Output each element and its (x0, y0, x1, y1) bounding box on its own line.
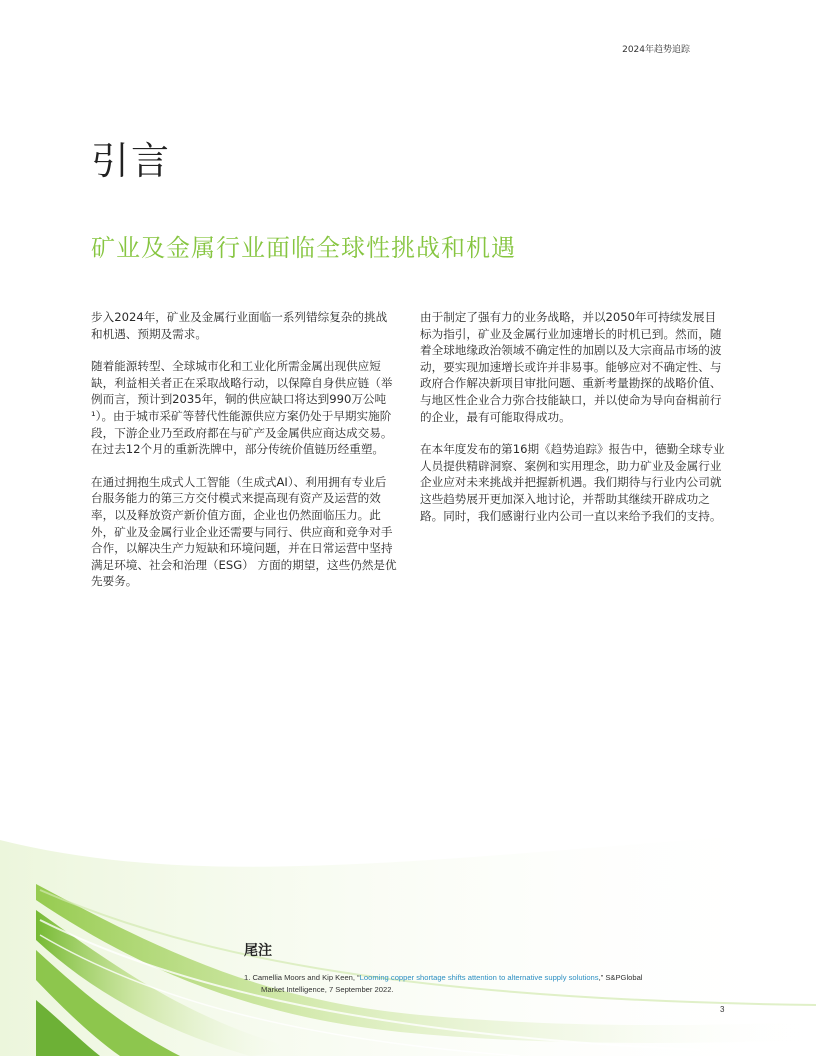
running-header: 2024年趋势追踪 (622, 45, 690, 55)
paragraph: 步入2024年，矿业及金属行业面临一系列错综复杂的挑战和机遇、预期及需求。 (91, 310, 388, 341)
paragraph: 在通过拥抱生成式人工智能（生成式AI）、利用拥有专业后台服务能力的第三方交付模式来提高现有资产及运营的效率，以及释放资产新价值方面，企业也仍然面临压力。此外，矿业及金属行业企业还需要与同行、供应商和竞争对手合作，以解决生产力短缺和环境问题，并在日常运营中坚持满足环境、社会和治理（ESG） 方面的期望，这些仍然是优先要务。 (91, 474, 397, 589)
endnote-item (244, 972, 724, 996)
endnote-link[interactable]: Looming copper shortage shifts attention to alternative supply solutions (359, 973, 599, 982)
endnote-text: Market Intelligence, 7 September 2022. (261, 985, 394, 994)
section-heading: 矿业及金属行业面临全球性挑战和机遇 (91, 234, 516, 262)
page-number: 3 (720, 1005, 725, 1014)
green-swoosh-decoration (0, 800, 816, 1056)
page-title: 引言 (91, 139, 172, 183)
body-column-left (91, 309, 397, 606)
endnote-text: ,” S&PGlobal (598, 973, 643, 982)
endnotes-title: 尾注 (244, 943, 272, 959)
body-column-right (420, 309, 726, 540)
endnote-text: 1. Camellia Moors and Kip Keen, “ (244, 973, 360, 982)
paragraph: 在本年度发布的第16期《趋势追踪》报告中，德勤全球专业人员提供精辟洞察、案例和实用理念，助力矿业及金属行业企业应对未来挑战并把握新机遇。我们期待与行业内公司就这些趋势展开更加深入地讨论，并帮助其继续开辟成功之路。同时，我们感谢行业内公司一直以来给予我们的支持。 (420, 442, 725, 523)
paragraph: 随着能源转型、全球城市化和工业化所需金属出现供应短缺，利益相关者正在采取战略行动，以保障自身供应链（举例而言，预计到2035年，铜的供应缺口将达到990万公吨¹）。由于城市采矿等替代性能源供应方案仍处于早期实施阶段，下游企业乃至政府都在与矿产及金属供应商达成交易。在过去12个月的重新洗牌中，部分传统价值链历经重塑。 (91, 359, 393, 457)
paragraph: 由于制定了强有力的业务战略，并以2050年可持续发展目标为指引，矿业及金属行业加速增长的时机已到。然而，随着全球地缘政治领域不确定性的加剧以及大宗商品市场的波动，要实现加速增长或许并非易事。能够应对不确定性、与政府合作解决新项目审批问题、重新考量勘探的战略价值、与地区性企业合力弥合技能缺口，并以使命为导向奋楫前行的企业，最有可能取得成功。 (420, 310, 722, 424)
